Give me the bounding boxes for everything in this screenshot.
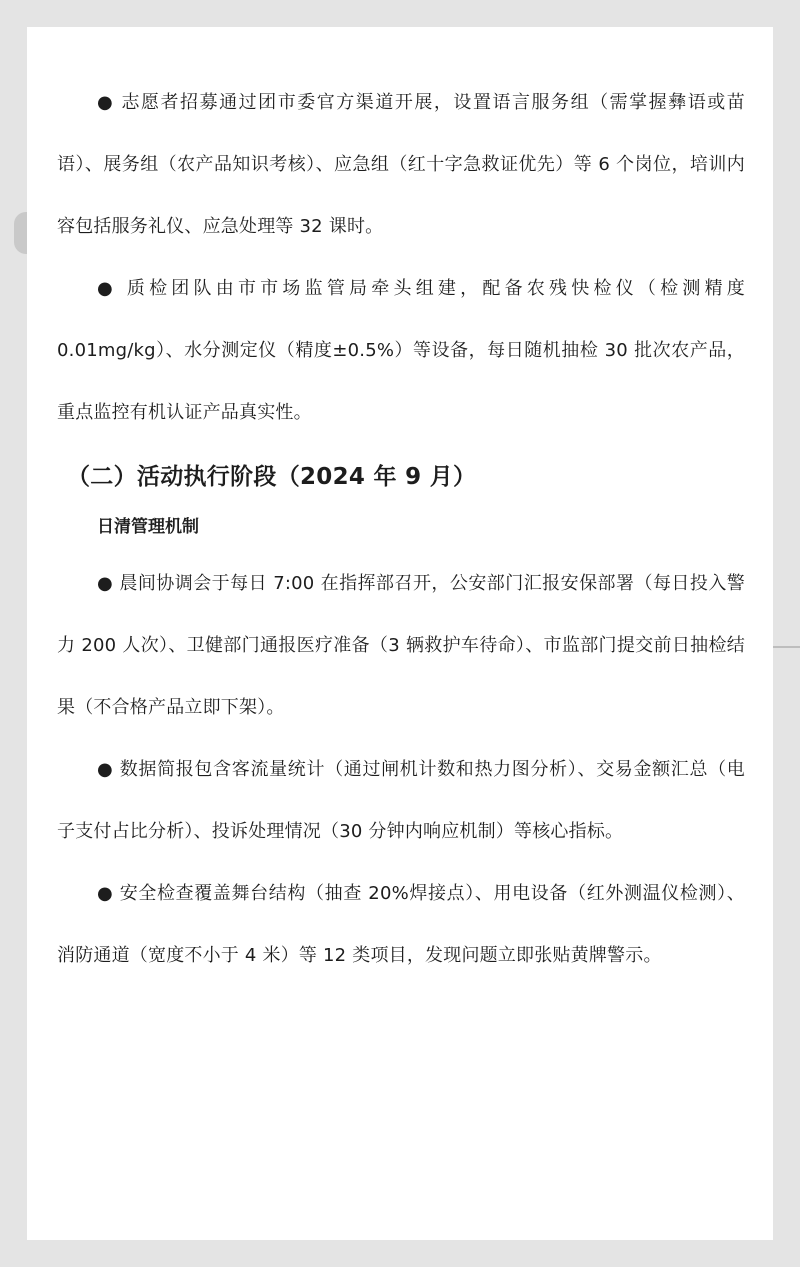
- paragraph-safety-inspection: ● 安全检查覆盖舞台结构（抽查 20%焊接点）、用电设备（红外测温仪检测）、消防通道（宽度不小于 4 米）等 12 类项目，发现问题立即张贴黄牌警示。: [57, 883, 745, 966]
- sub-heading: 日清管理机制: [97, 517, 199, 537]
- edge-decoration-right: [772, 646, 800, 648]
- section-heading: （二）活动执行阶段（2024 年 9 月）: [67, 464, 477, 490]
- paragraph-volunteer-recruitment: ● 志愿者招募通过团市委官方渠道开展，设置语言服务组（需掌握彝语或苗语）、展务组（农产品知识考核）、应急组（红十字急救证优先）等 6 个岗位，培训内容包括服务礼仪、应急处理等 32 课时。: [57, 92, 745, 237]
- paragraph-quality-inspection: ● 质检团队由市市场监管局牵头组建，配备农残快检仪（检测精度 0.01mg/kg）、水分测定仪（精度±0.5%）等设备，每日随机抽检 30 批次农产品，重点监控有机认证产品真实性。: [57, 278, 745, 423]
- paragraph-morning-meeting: ● 晨间协调会于每日 7:00 在指挥部召开，公安部门汇报安保部署（每日投入警力 200 人次）、卫健部门通报医疗准备（3 辆救护车待命）、市监部门提交前日抽检结果（不合格产品立即下架）。: [57, 573, 745, 718]
- document-content: [57, 72, 745, 987]
- paragraph-data-briefing: ● 数据简报包含客流量统计（通过闸机计数和热力图分析）、交易金额汇总（电子支付占比分析）、投诉处理情况（30 分钟内响应机制）等核心指标。: [57, 759, 745, 842]
- document-page: [27, 27, 773, 1240]
